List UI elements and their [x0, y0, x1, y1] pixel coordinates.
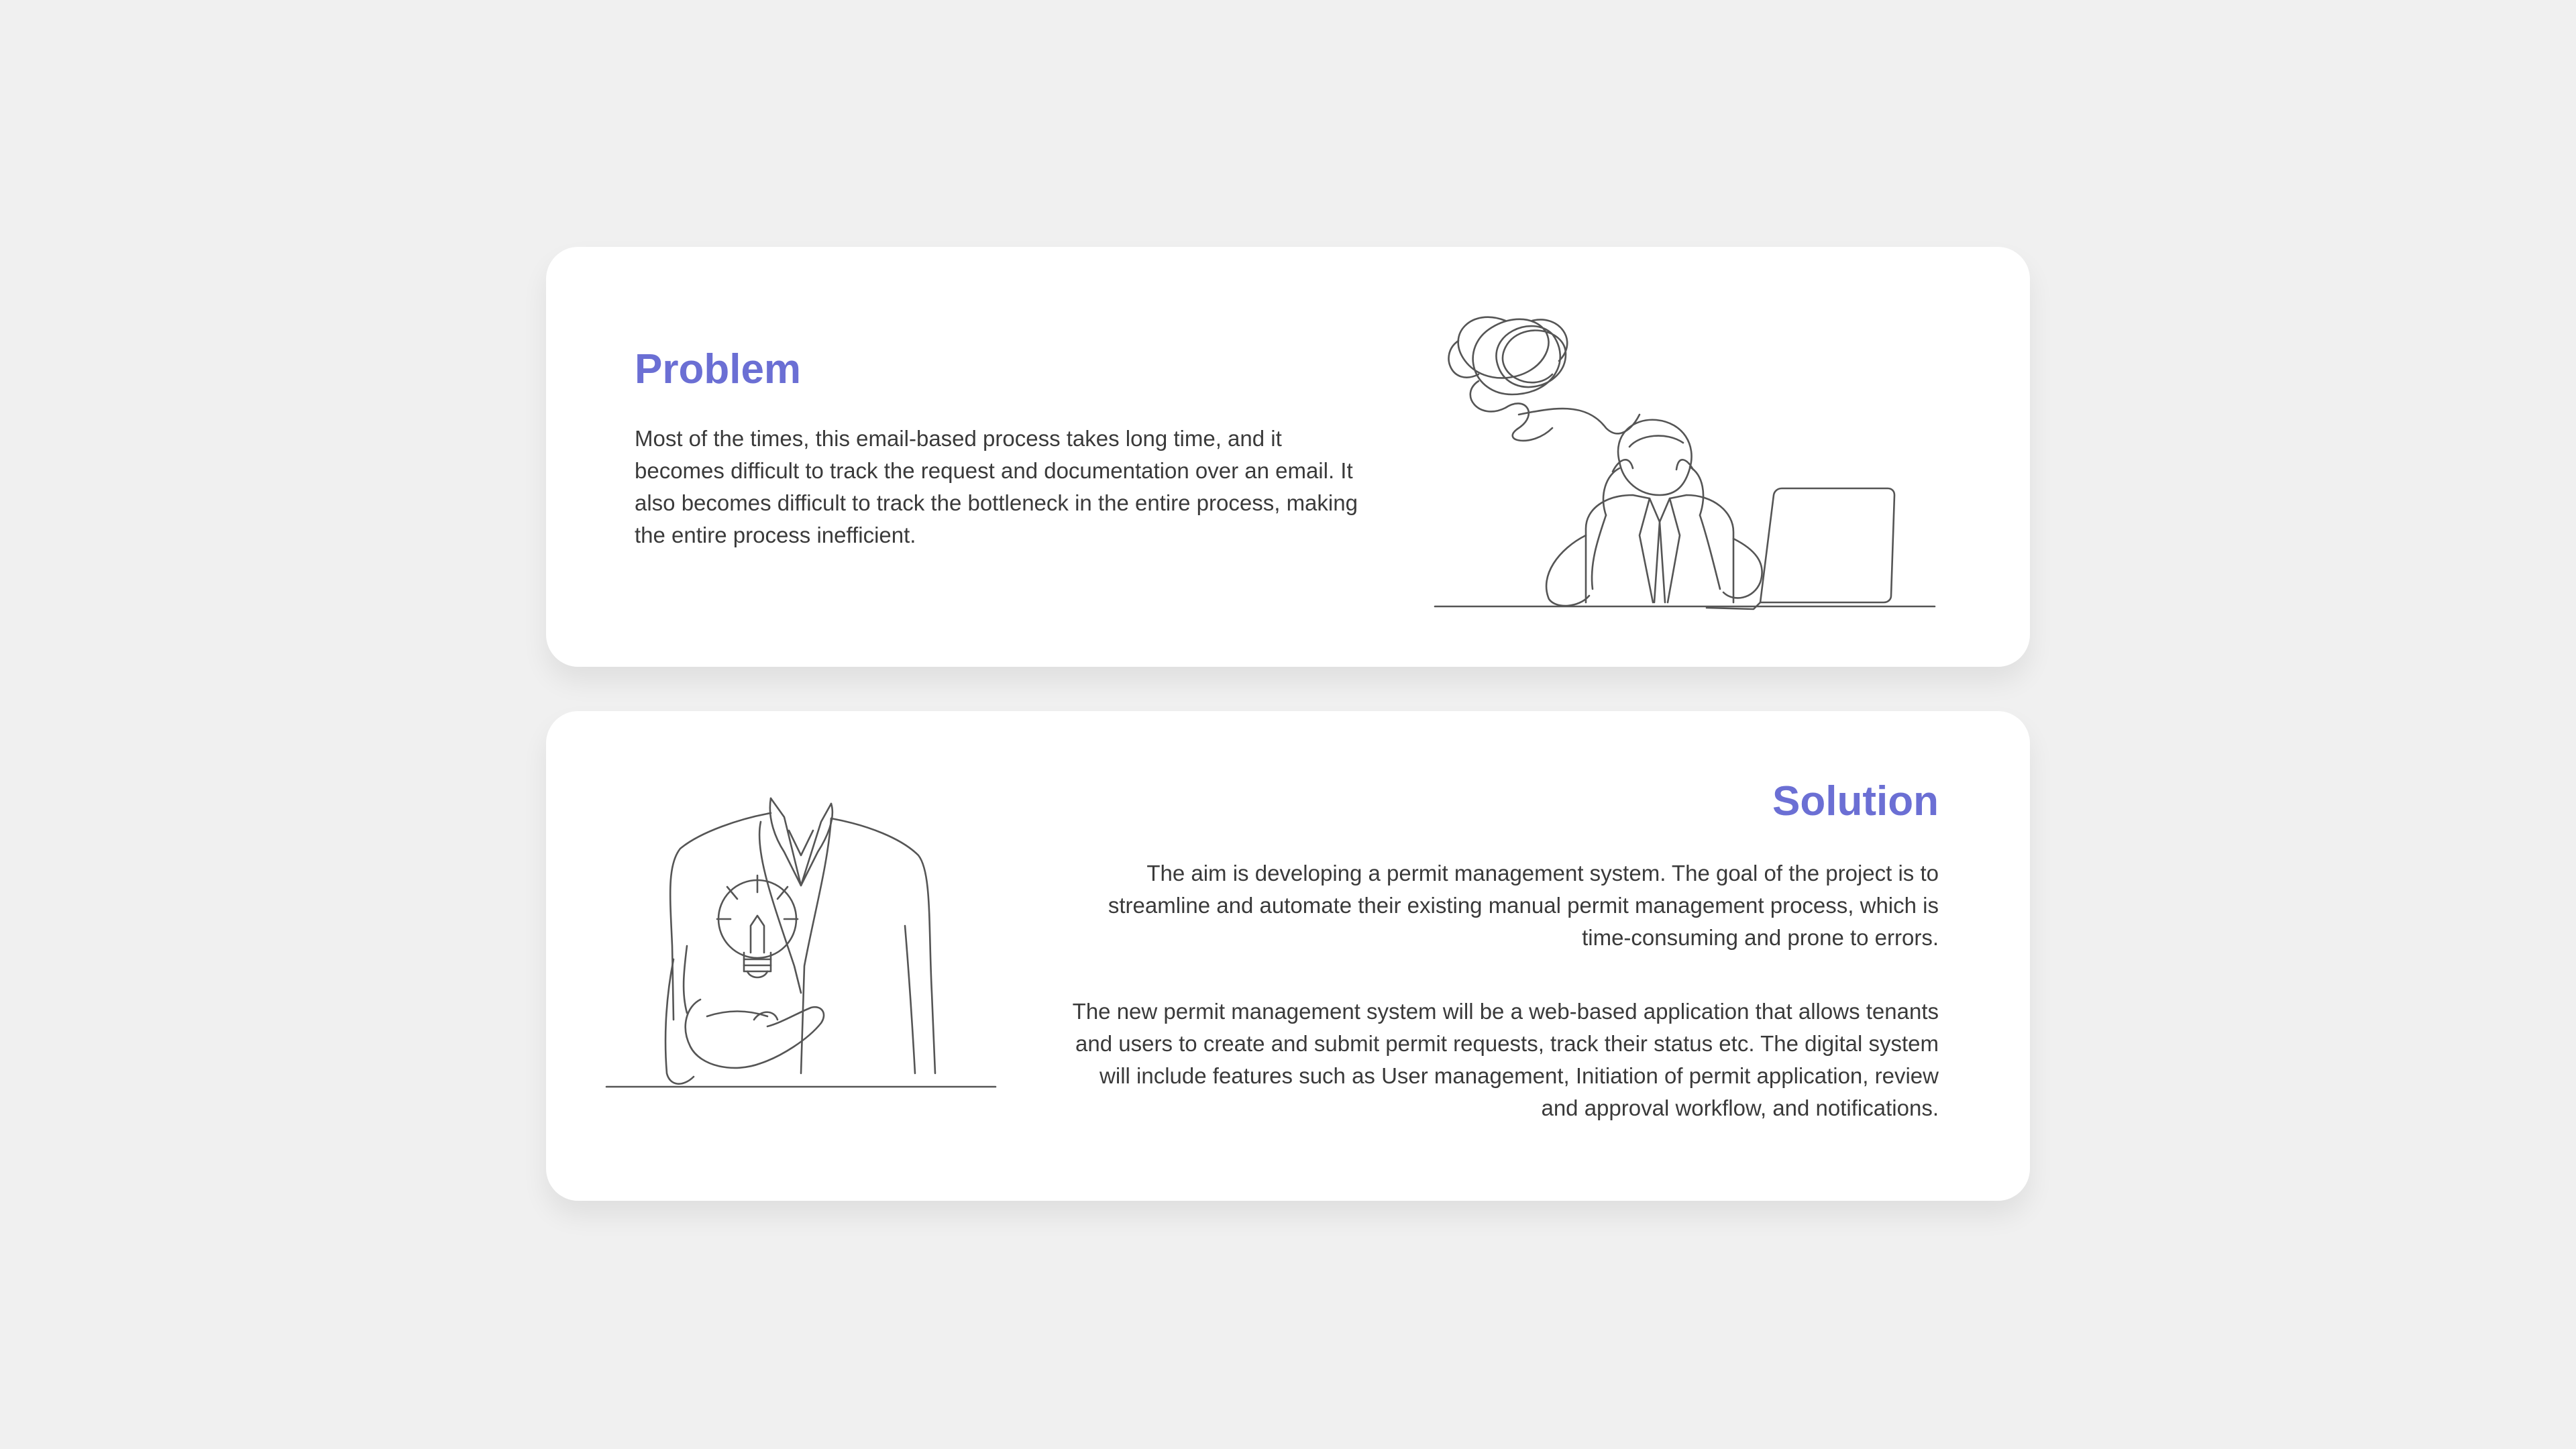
problem-card	[546, 247, 2030, 667]
solution-title: Solution	[1772, 778, 1939, 824]
businessman-lightbulb-illustration-icon	[600, 792, 1002, 1140]
problem-description: Most of the times, this email-based process takes long time, and it becomes difficult to track the request and documentation over an email. It also becomes difficult to track the bottleneck in the entire process, making the entire process inefficient.	[635, 426, 1358, 547]
solution-card	[546, 711, 2030, 1201]
stressed-person-illustration-icon	[1418, 294, 1955, 616]
solution-description-2: The new permit management system will be a web-based application that allows tenants and users to create and submit permit requests, track their status etc. The digital system will include features such as User management, Initiation of permit application, review and approval workflow, and notifications.	[1072, 999, 1939, 1120]
solution-description-1: The aim is developing a permit management system. The goal of the project is to streamline and automate their existing manual permit management process, which is time-consuming and prone to errors.	[1108, 861, 1939, 950]
problem-title: Problem	[635, 346, 802, 392]
